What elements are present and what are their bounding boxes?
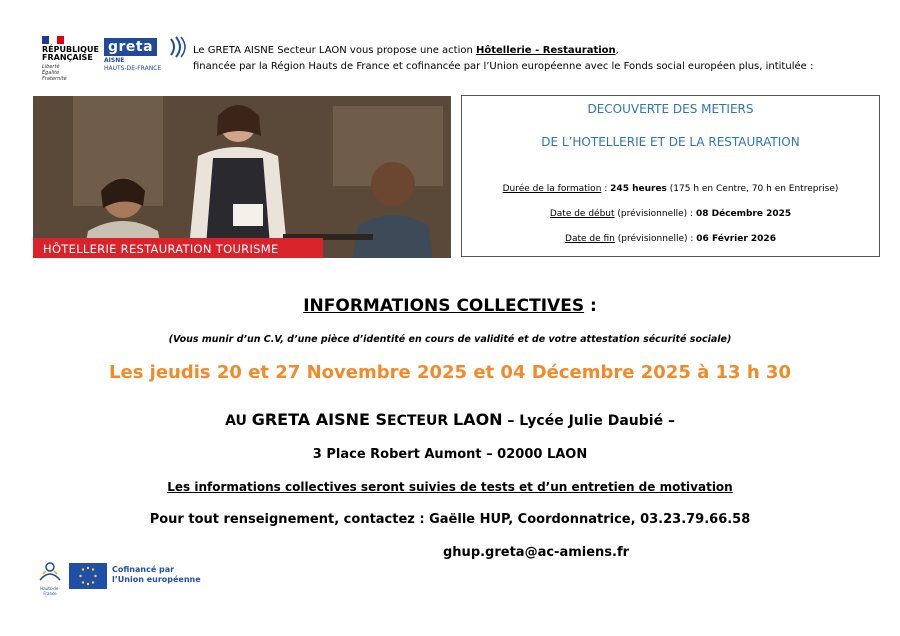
signal-arcs-icon <box>168 36 188 58</box>
greta-wordmark: greta <box>104 38 157 56</box>
contact-line: Pour tout renseignement, contactez : Gaëlle HUP, Coordonnatrice, 03.23.79.66.58 <box>149 512 751 527</box>
tests-notice: Les informations collectives seront suivies de tests et d’un entretien de motivation <box>167 480 733 494</box>
greta-logo <box>104 36 186 82</box>
waitress-illustration <box>33 96 451 258</box>
session-dates: Les jeudis 20 et 27 Novembre 2025 et 04 Décembre 2025 à 13 h 30 <box>109 362 791 383</box>
duration-line: Durée de la formation : 245 heures (175 h en Centre, 70 h en Entreprise) <box>502 184 839 194</box>
greta-sub-2: HAUTS-DE-FRANCE <box>104 65 162 72</box>
venue-address: 3 Place Robert Aumont – 02000 LAON <box>312 447 588 462</box>
documents-note: (Vous munir d’un C.V, d’une pièce d’identité en cours de validité et de votre attestation sécurité sociale) <box>168 334 732 345</box>
eu-cofinance-text: Cofinancé par l’Union européenne <box>112 565 201 584</box>
contact-email[interactable]: ghup.greta@ac-amiens.fr <box>443 545 630 560</box>
info-title-1: DECOUVERTE DES METIERS <box>587 102 754 116</box>
hdf-label: Hauts-de-France <box>40 586 60 596</box>
start-date-line: Date de début (prévisionnelle) : 08 Décembre 2025 <box>549 209 792 219</box>
venue-line: AU GRETA AISNE SECTEUR LAON – Lycée Julie Daubié – <box>225 410 675 429</box>
french-flag-icon <box>42 36 64 44</box>
republique-francaise-logo <box>42 36 102 86</box>
region-icon <box>36 562 64 582</box>
info-title-2: DE L’HOTELLERIE ET DE LA RESTAURATION <box>541 135 800 149</box>
rf-line-1: RÉPUBLIQUE <box>42 45 99 54</box>
intro-line-2: financée par la Région Hauts de France et cofinancée par l’Union européenne avec le Fonds social européen plus, intitulée : <box>193 61 814 72</box>
rf-line-2: FRANÇAISE <box>42 53 93 62</box>
intro-text: Le GRETA AISNE Secteur LAON vous propose une action Hôtellerie - Restauration, financée par la Région Hauts de France et cofinancée par l’Union européenne avec le Fonds social européen plus, intitulée : <box>193 43 813 75</box>
photo-banner <box>33 238 323 258</box>
intro-action: Hôtellerie - Restauration <box>476 45 616 56</box>
end-date-line: Date de fin (prévisionnelle) : 06 Février 2026 <box>565 234 776 244</box>
section-title: INFORMATIONS COLLECTIVES : <box>303 296 597 316</box>
rf-motto: Liberté Égalité Fraternité <box>42 64 67 82</box>
greta-sub-1: AISNE <box>104 57 125 64</box>
eu-flag-icon <box>69 563 107 589</box>
restaurant-photo <box>33 96 451 258</box>
banner-text: HÔTELLERIE RESTAURATION TOURISME <box>43 242 279 256</box>
training-info-box <box>461 95 880 257</box>
hauts-de-france-logo <box>36 562 64 596</box>
